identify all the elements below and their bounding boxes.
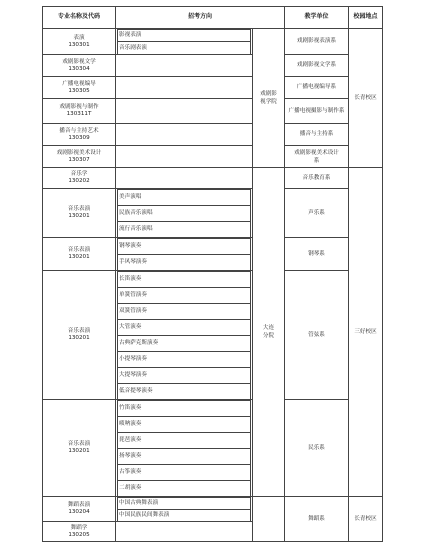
header-unit: 教学单位 [285,7,349,29]
table-row [43,238,383,271]
major-cell: 音乐表演 130201 [43,400,116,497]
direction-item: 民族音乐演唱 [118,206,251,222]
unit-cell: 音乐教育系 [285,168,349,189]
unit-cell: 声乐系 [285,189,349,238]
unit-cell: 戏剧影视表演系 [285,29,349,55]
college-cell-drama: 戏剧影视学院 [253,29,285,168]
unit-cell: 广播电视编导系 [285,77,349,99]
direction-item: 低音提琴演奏 [118,384,251,400]
campus-cell-changqing: 长青校区 [349,497,383,542]
major-cell: 戏剧影视文学 130304 [43,55,116,77]
header-direction: 招考方向 [116,7,285,29]
table-row [43,146,383,168]
direction-item: 大管演奏 [118,320,251,336]
direction-item: 竹笛演奏 [118,401,251,417]
major-cell: 音乐表演 130201 [43,238,116,271]
direction-item: 二胡演奏 [118,481,251,497]
major-cell: 播音与主持艺术 130309 [43,124,116,146]
table-row [43,400,383,497]
campus-cell-sanhao: 三好校区 [349,168,383,497]
major-cell: 舞蹈学 130205 [43,522,116,542]
major-cell: 戏剧影视与制作 130311T [43,99,116,124]
direction-item: 唢呐演奏 [118,417,251,433]
direction-cell [116,189,253,238]
direction-cell [116,146,253,168]
table-row [43,189,383,238]
unit-cell: 舞蹈系 [285,497,349,542]
direction-item: 双簧管演奏 [118,304,251,320]
unit-cell: 戏剧影视美术设计系 [285,146,349,168]
direction-cell [116,29,253,55]
direction-cell [116,77,253,99]
direction-cell [116,522,253,542]
direction-cell [116,238,253,271]
college-cell-empty [253,497,285,542]
major-cell: 音乐表演 130201 [43,271,116,400]
table-row [43,168,383,189]
direction-cell [116,497,253,522]
direction-cell [116,55,253,77]
major-cell: 戏剧影视美术设计 130307 [43,146,116,168]
direction-item: 古典萨克斯演奏 [118,336,251,352]
direction-item: 单簧管演奏 [118,288,251,304]
direction-item: 古筝演奏 [118,465,251,481]
table-row [43,77,383,99]
table-row [43,497,383,522]
direction-item: 大提琴演奏 [118,368,251,384]
campus-cell-changqing: 长青校区 [349,29,383,168]
header-row [43,7,383,29]
major-cell: 舞蹈表演 130204 [43,497,116,522]
major-cell: 音乐学 130202 [43,168,116,189]
direction-cell [116,99,253,124]
direction-item: 音乐剧表演 [118,42,251,55]
direction-item: 钢琴演奏 [118,239,251,255]
direction-cell [116,168,253,189]
admissions-table-sheet [42,6,382,542]
major-cell: 广播电视编导 130305 [43,77,116,99]
table-row [43,99,383,124]
unit-cell: 民乐系 [285,400,349,497]
direction-item: 手风琴演奏 [118,255,251,271]
direction-cell [116,271,253,400]
direction-item: 中国民族民间舞表演 [118,510,251,522]
direction-item: 扬琴演奏 [118,449,251,465]
direction-item: 流行音乐演唱 [118,222,251,238]
table-row [43,55,383,77]
direction-item: 影视表演 [118,30,251,42]
direction-item: 长笛演奏 [118,272,251,288]
unit-cell: 广播电视摄影与制作系 [285,99,349,124]
direction-cell [116,400,253,497]
college-cell-dazhong: 大连分院 [253,168,285,497]
table-row [43,271,383,400]
unit-cell: 钢琴系 [285,238,349,271]
direction-cell [116,124,253,146]
header-campus: 校园地点 [349,7,383,29]
direction-item: 小提琴演奏 [118,352,251,368]
direction-item: 琵琶演奏 [118,433,251,449]
direction-item: 美声演唱 [118,190,251,206]
unit-cell: 戏剧影视文学系 [285,55,349,77]
major-cell: 音乐表演 130201 [43,189,116,238]
direction-item: 中国古典舞表演 [118,498,251,510]
header-major: 专业名称及代码 [43,7,116,29]
admissions-table [42,6,383,542]
unit-cell: 管弦系 [285,271,349,400]
major-cell: 表演 130301 [43,29,116,55]
unit-cell: 播音与主持系 [285,124,349,146]
table-row [43,124,383,146]
table-row [43,29,383,55]
